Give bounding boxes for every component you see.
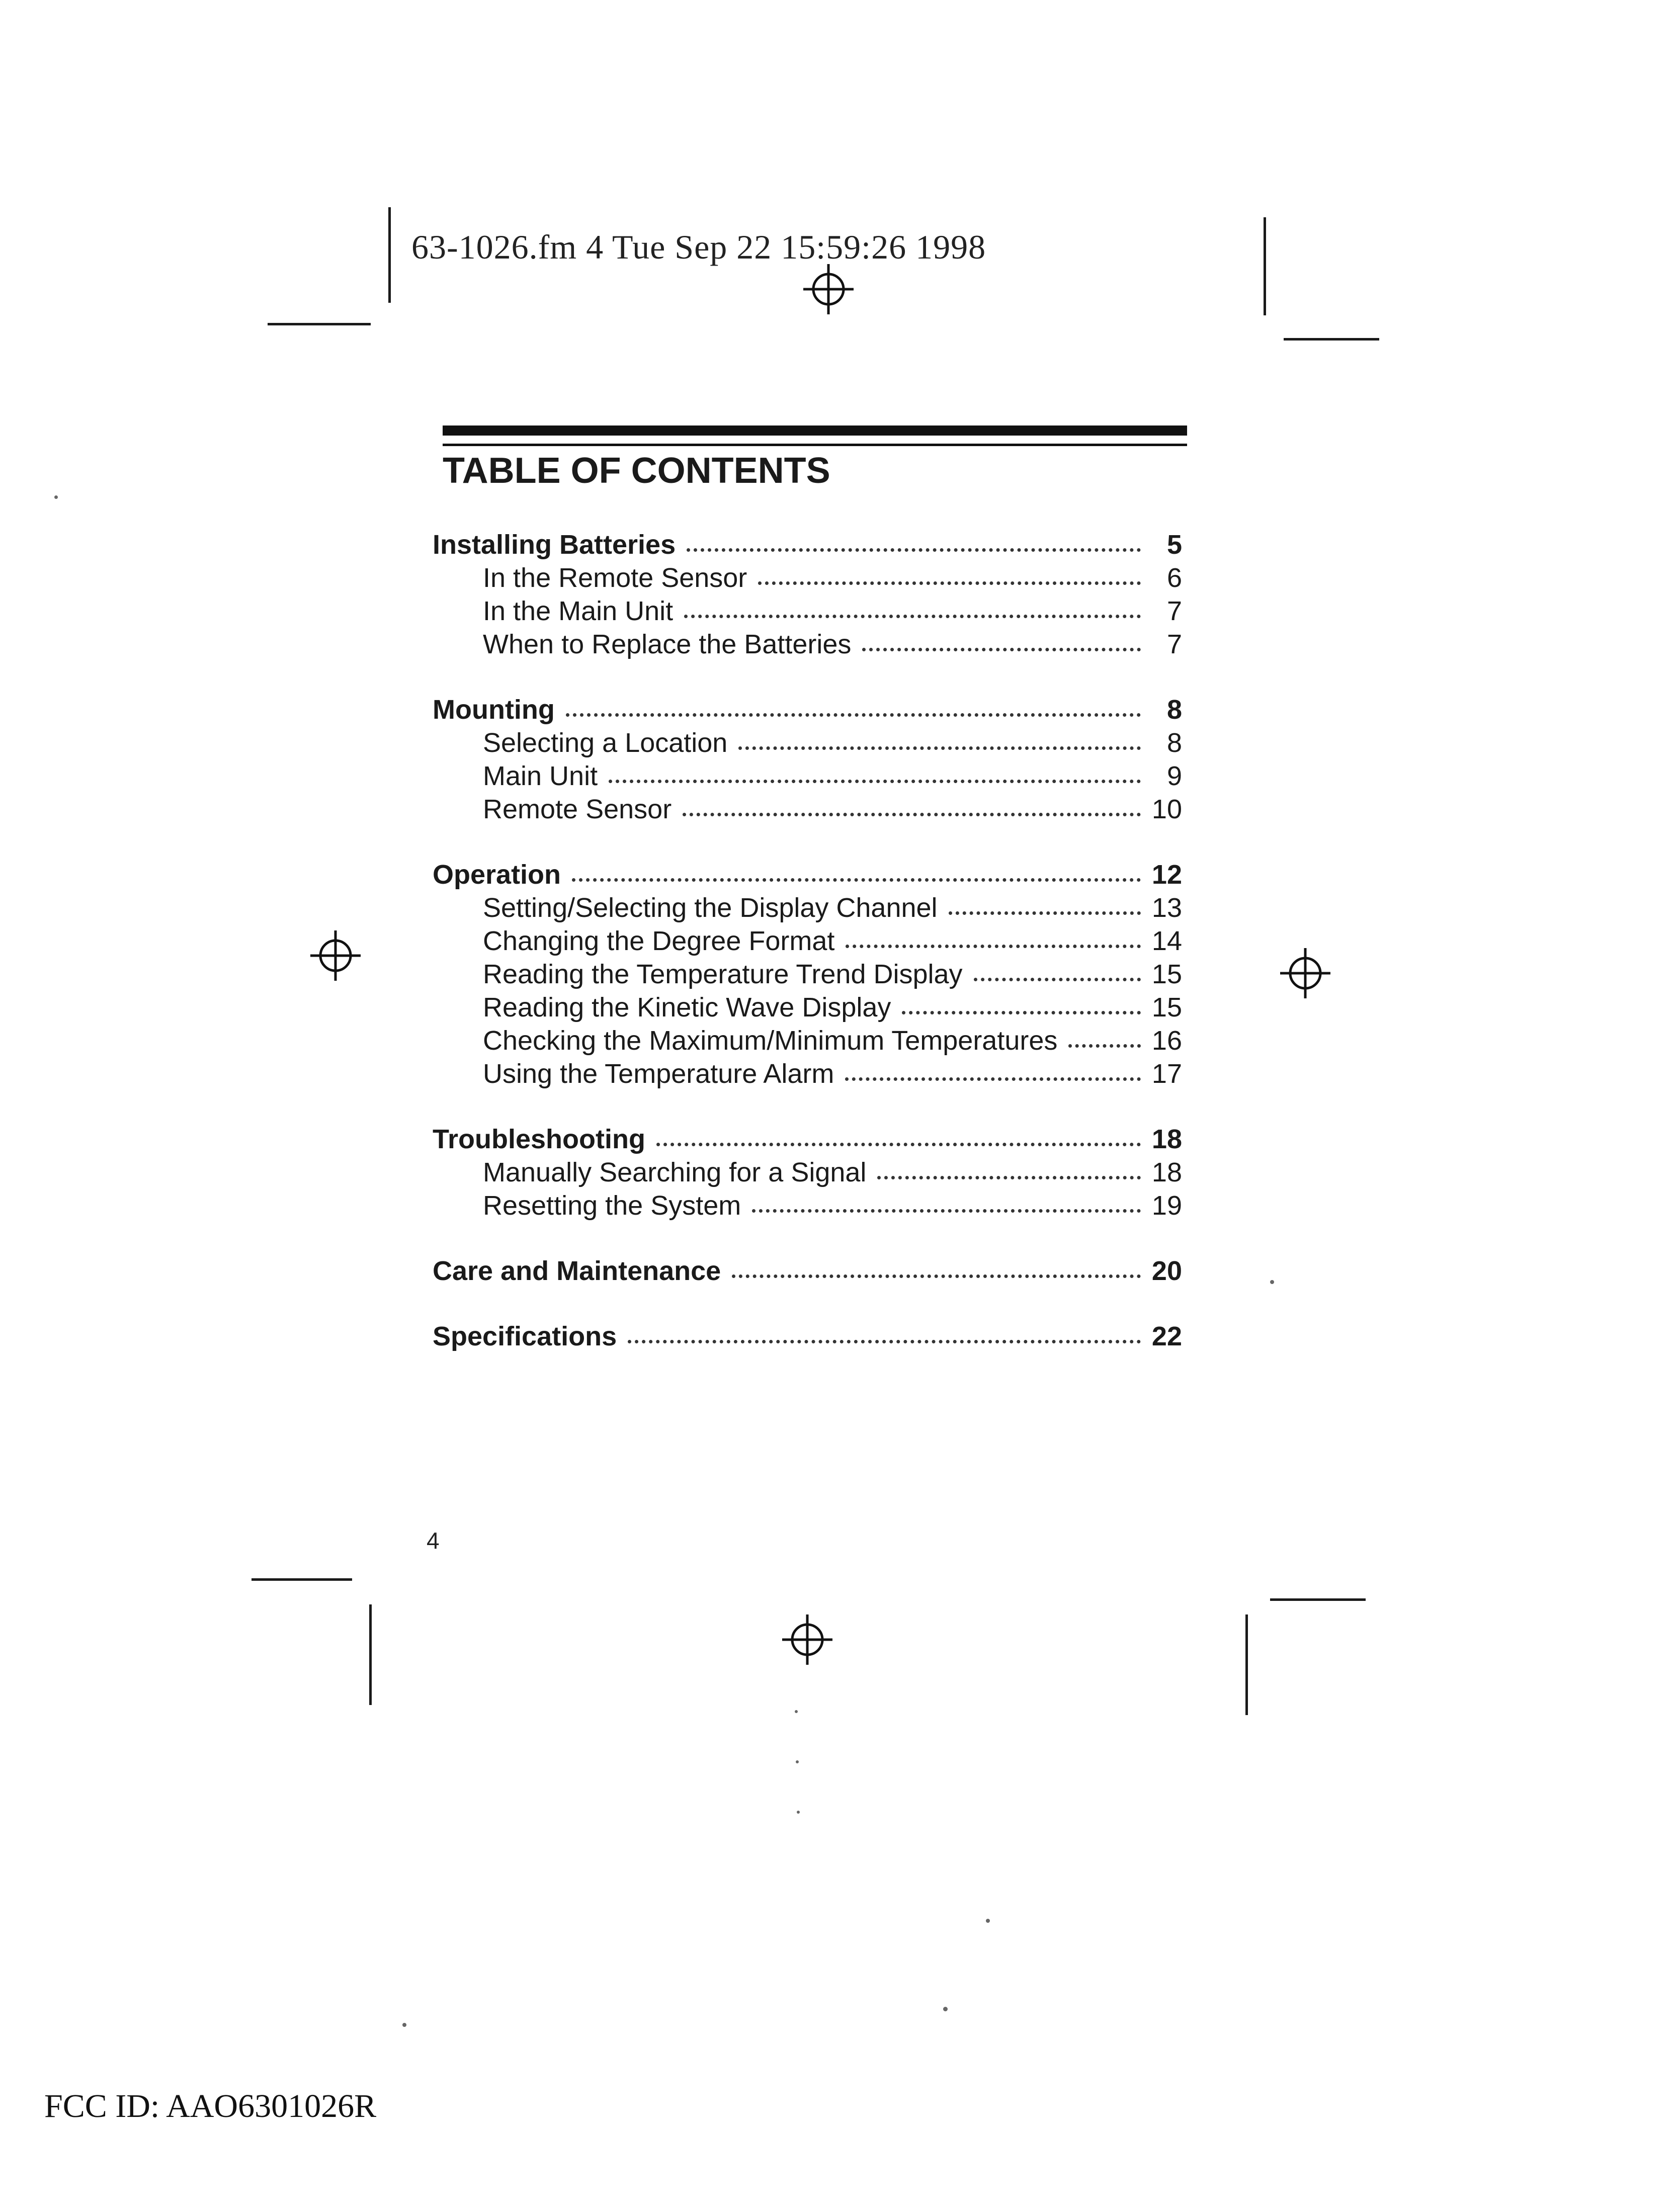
toc-entry-page: 18 — [1151, 1157, 1182, 1187]
toc-entry[interactable] — [433, 1254, 1182, 1288]
toc-entry-page: 20 — [1151, 1256, 1182, 1286]
toc-subentry[interactable] — [433, 759, 1182, 793]
page-number: 4 — [427, 1527, 440, 1554]
toc-entry-label: Remote Sensor — [483, 794, 672, 824]
scan-speck — [797, 1811, 800, 1814]
toc-entry[interactable] — [433, 1320, 1182, 1353]
dot-leader — [687, 545, 1141, 552]
toc-section — [433, 858, 1182, 1090]
toc-entry-page: 7 — [1166, 629, 1182, 659]
scan-speck — [943, 2007, 948, 2011]
crop-mark-top-left-vertical — [388, 207, 391, 303]
toc-section — [433, 693, 1182, 826]
toc-entry-label: In the Remote Sensor — [483, 563, 747, 593]
title-rule-thick — [443, 426, 1187, 436]
toc-entry-label: Main Unit — [483, 761, 598, 791]
toc-entry-label: Care and Maintenance — [433, 1256, 721, 1286]
toc-subentry[interactable] — [433, 628, 1182, 661]
toc-entry-page: 18 — [1151, 1124, 1182, 1154]
toc-entry-label: When to Replace the Batteries — [483, 629, 852, 659]
toc-subentry[interactable] — [433, 958, 1182, 991]
dot-leader — [845, 1074, 1141, 1081]
toc-section — [433, 1123, 1182, 1222]
toc-entry-label: Manually Searching for a Signal — [483, 1157, 867, 1187]
toc-entry-label: In the Main Unit — [483, 596, 674, 626]
scan-speck — [795, 1710, 798, 1713]
toc-entry[interactable] — [433, 528, 1182, 561]
dot-leader — [902, 1008, 1141, 1014]
toc-entry-page: 22 — [1151, 1321, 1182, 1351]
toc-entry-label: Setting/Selecting the Display Channel — [483, 893, 938, 923]
dot-leader — [758, 578, 1141, 585]
file-header: 63-1026.fm 4 Tue Sep 22 15:59:26 1998 — [411, 228, 986, 266]
crop-mark-top-right-vertical — [1264, 217, 1266, 315]
toc-subentry[interactable] — [433, 991, 1182, 1024]
toc-entry-label: Changing the Degree Format — [483, 926, 835, 956]
crop-mark-top-right-horizontal — [1284, 338, 1379, 341]
scan-speck — [402, 2023, 406, 2027]
toc-subentry[interactable] — [433, 891, 1182, 924]
dot-leader — [974, 975, 1141, 981]
dot-leader — [877, 1173, 1140, 1179]
dot-leader — [609, 777, 1141, 783]
toc-entry[interactable] — [433, 858, 1182, 891]
page-title: TABLE OF CONTENTS — [443, 451, 830, 491]
toc-section — [433, 1320, 1182, 1353]
toc-entry-label: Checking the Maximum/Minimum Temperatures — [483, 1026, 1058, 1056]
dot-leader — [846, 942, 1141, 948]
toc-entry-page: 15 — [1151, 959, 1182, 989]
title-rule-thin — [443, 444, 1187, 446]
dot-leader — [683, 810, 1141, 816]
toc-entry[interactable] — [433, 1123, 1182, 1156]
toc-entry-page: 14 — [1151, 926, 1182, 956]
dot-leader — [566, 710, 1141, 717]
registration-crosshair-icon — [1278, 946, 1333, 1001]
toc-entry-page: 10 — [1151, 794, 1182, 824]
toc-entry-page: 5 — [1166, 530, 1182, 560]
dot-leader — [572, 875, 1141, 882]
crop-mark-bottom-right-horizontal — [1270, 1598, 1366, 1601]
dot-leader — [949, 908, 1141, 915]
toc-entry-page: 9 — [1166, 761, 1182, 791]
dot-leader — [684, 612, 1141, 618]
toc-entry-label: Resetting the System — [483, 1190, 741, 1221]
toc-entry-page: 15 — [1151, 992, 1182, 1023]
scan-speck — [1270, 1280, 1274, 1284]
toc-entry-page: 16 — [1151, 1026, 1182, 1056]
toc-subentry[interactable] — [433, 1189, 1182, 1222]
registration-crosshair-icon — [780, 1612, 835, 1667]
crop-mark-top-left-horizontal — [268, 323, 371, 325]
toc-entry-page: 12 — [1151, 860, 1182, 890]
toc-entry-page: 8 — [1166, 728, 1182, 758]
toc-entry-label: Reading the Kinetic Wave Display — [483, 992, 891, 1023]
dot-leader — [628, 1337, 1141, 1343]
toc-entry[interactable] — [433, 693, 1182, 726]
dot-leader — [656, 1140, 1141, 1146]
dot-leader — [732, 1271, 1141, 1278]
registration-crosshair-icon — [801, 262, 856, 317]
toc-entry-page: 7 — [1166, 596, 1182, 626]
crop-mark-bottom-left-horizontal — [251, 1578, 352, 1581]
dot-leader — [738, 743, 1141, 750]
toc-subentry[interactable] — [433, 594, 1182, 628]
toc-entry-page: 13 — [1151, 893, 1182, 923]
dot-leader — [1068, 1041, 1141, 1048]
toc-subentry[interactable] — [433, 924, 1182, 958]
toc-entry-label: Operation — [433, 860, 561, 890]
toc-entry-label: Mounting — [433, 695, 555, 725]
crop-mark-bottom-right-vertical — [1245, 1614, 1248, 1715]
toc-entry-page: 8 — [1166, 695, 1182, 725]
fcc-id: FCC ID: AAO6301026R — [44, 2088, 377, 2124]
toc-entry-label: Reading the Temperature Trend Display — [483, 959, 963, 989]
dot-leader — [752, 1206, 1141, 1213]
crop-mark-bottom-left-vertical — [369, 1604, 372, 1705]
toc-subentry[interactable] — [433, 1024, 1182, 1057]
toc-entry-label: Specifications — [433, 1321, 617, 1351]
scan-speck — [796, 1760, 799, 1763]
toc-subentry[interactable] — [433, 793, 1182, 826]
registration-crosshair-icon — [308, 928, 363, 983]
toc-subentry[interactable] — [433, 726, 1182, 759]
toc-section — [433, 1254, 1182, 1288]
toc-subentry[interactable] — [433, 1156, 1182, 1189]
dot-leader — [862, 645, 1141, 651]
toc-entry-page: 17 — [1151, 1059, 1182, 1089]
toc-entry-page: 19 — [1151, 1190, 1182, 1221]
toc-subentry[interactable] — [433, 1057, 1182, 1090]
toc-subentry[interactable] — [433, 561, 1182, 594]
toc-entry-label: Troubleshooting — [433, 1124, 645, 1154]
table-of-contents — [433, 528, 1182, 1385]
toc-section — [433, 528, 1182, 661]
scan-speck — [986, 1919, 990, 1923]
toc-entry-label: Installing Batteries — [433, 530, 676, 560]
toc-entry-page: 6 — [1166, 563, 1182, 593]
toc-entry-label: Using the Temperature Alarm — [483, 1059, 834, 1089]
toc-entry-label: Selecting a Location — [483, 728, 728, 758]
scan-speck — [54, 495, 58, 499]
